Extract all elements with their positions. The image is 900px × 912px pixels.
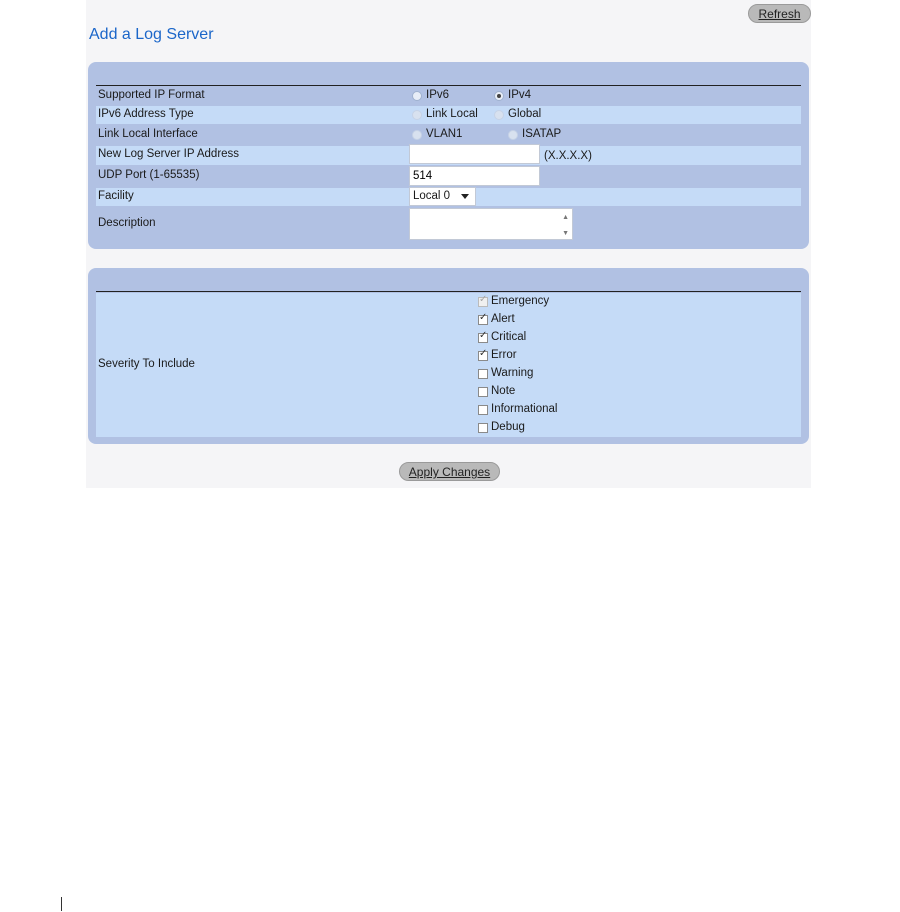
link-local-radio-label: Link Local xyxy=(426,108,478,120)
row-supported-ip-format xyxy=(96,87,801,104)
facility-select-value: Local 0 xyxy=(413,190,451,202)
new-log-server-ip-label: New Log Server IP Address xyxy=(98,148,240,160)
severity-panel xyxy=(88,268,809,444)
global-radio-label: Global xyxy=(508,108,542,120)
page-title: Add a Log Server xyxy=(89,26,214,43)
ipv6-radio-label: IPv6 xyxy=(426,89,450,101)
ipv4-radio[interactable] xyxy=(494,91,504,101)
note-checkbox[interactable] xyxy=(478,387,488,397)
apply-changes-button[interactable]: Apply Changes xyxy=(399,462,500,481)
chevron-down-icon xyxy=(461,194,469,199)
critical-checkbox[interactable]: ✓ xyxy=(479,330,488,341)
row-link-local-interface xyxy=(96,126,801,144)
alert-checkbox[interactable]: ✓ xyxy=(479,312,488,323)
severity-label: Severity To Include xyxy=(98,358,195,370)
debug-label: Debug xyxy=(491,421,525,433)
warning-checkbox[interactable] xyxy=(478,369,488,379)
warning-label: Warning xyxy=(491,367,534,379)
vlan1-radio-label: VLAN1 xyxy=(426,128,463,140)
debug-checkbox[interactable] xyxy=(478,423,488,433)
error-label: Error xyxy=(491,349,517,361)
description-label: Description xyxy=(98,217,156,229)
scroll-up-icon[interactable]: ▲ xyxy=(562,214,569,221)
page-margin-mark xyxy=(61,897,62,911)
udp-port-input[interactable] xyxy=(409,166,540,186)
log-server-ip-input[interactable] xyxy=(409,144,540,164)
description-textarea[interactable] xyxy=(409,208,573,240)
row-ipv6-address-type xyxy=(96,106,801,124)
log-server-settings-panel xyxy=(88,62,809,249)
ip-format-hint: (X.X.X.X) xyxy=(544,150,592,162)
facility-select[interactable] xyxy=(409,187,476,206)
vlan1-radio[interactable] xyxy=(412,130,422,140)
refresh-button[interactable]: Refresh xyxy=(748,4,811,23)
scroll-down-icon[interactable]: ▼ xyxy=(562,230,569,237)
critical-label: Critical xyxy=(491,331,527,343)
link-local-radio[interactable] xyxy=(412,110,422,120)
ipv6-radio[interactable] xyxy=(412,91,422,101)
informational-checkbox[interactable] xyxy=(478,405,488,415)
facility-label: Facility xyxy=(98,190,134,202)
isatap-radio[interactable] xyxy=(508,130,518,140)
emergency-checkbox[interactable]: ✓ xyxy=(479,294,488,305)
global-radio[interactable] xyxy=(494,110,504,120)
link-local-interface-label: Link Local Interface xyxy=(98,128,198,140)
udp-port-label: UDP Port (1-65535) xyxy=(98,169,200,181)
note-label: Note xyxy=(491,385,516,397)
ipv4-radio-label: IPv4 xyxy=(508,89,532,101)
informational-label: Informational xyxy=(491,403,558,415)
ipv6-address-type-label: IPv6 Address Type xyxy=(98,108,194,120)
row-severity xyxy=(96,293,801,437)
panel-divider xyxy=(96,291,801,292)
isatap-radio-label: ISATAP xyxy=(522,128,562,140)
emergency-label: Emergency xyxy=(491,295,550,307)
panel-divider xyxy=(96,85,801,86)
error-checkbox[interactable]: ✓ xyxy=(479,348,488,359)
supported-ip-format-label: Supported IP Format xyxy=(98,89,205,101)
alert-label: Alert xyxy=(491,313,515,325)
